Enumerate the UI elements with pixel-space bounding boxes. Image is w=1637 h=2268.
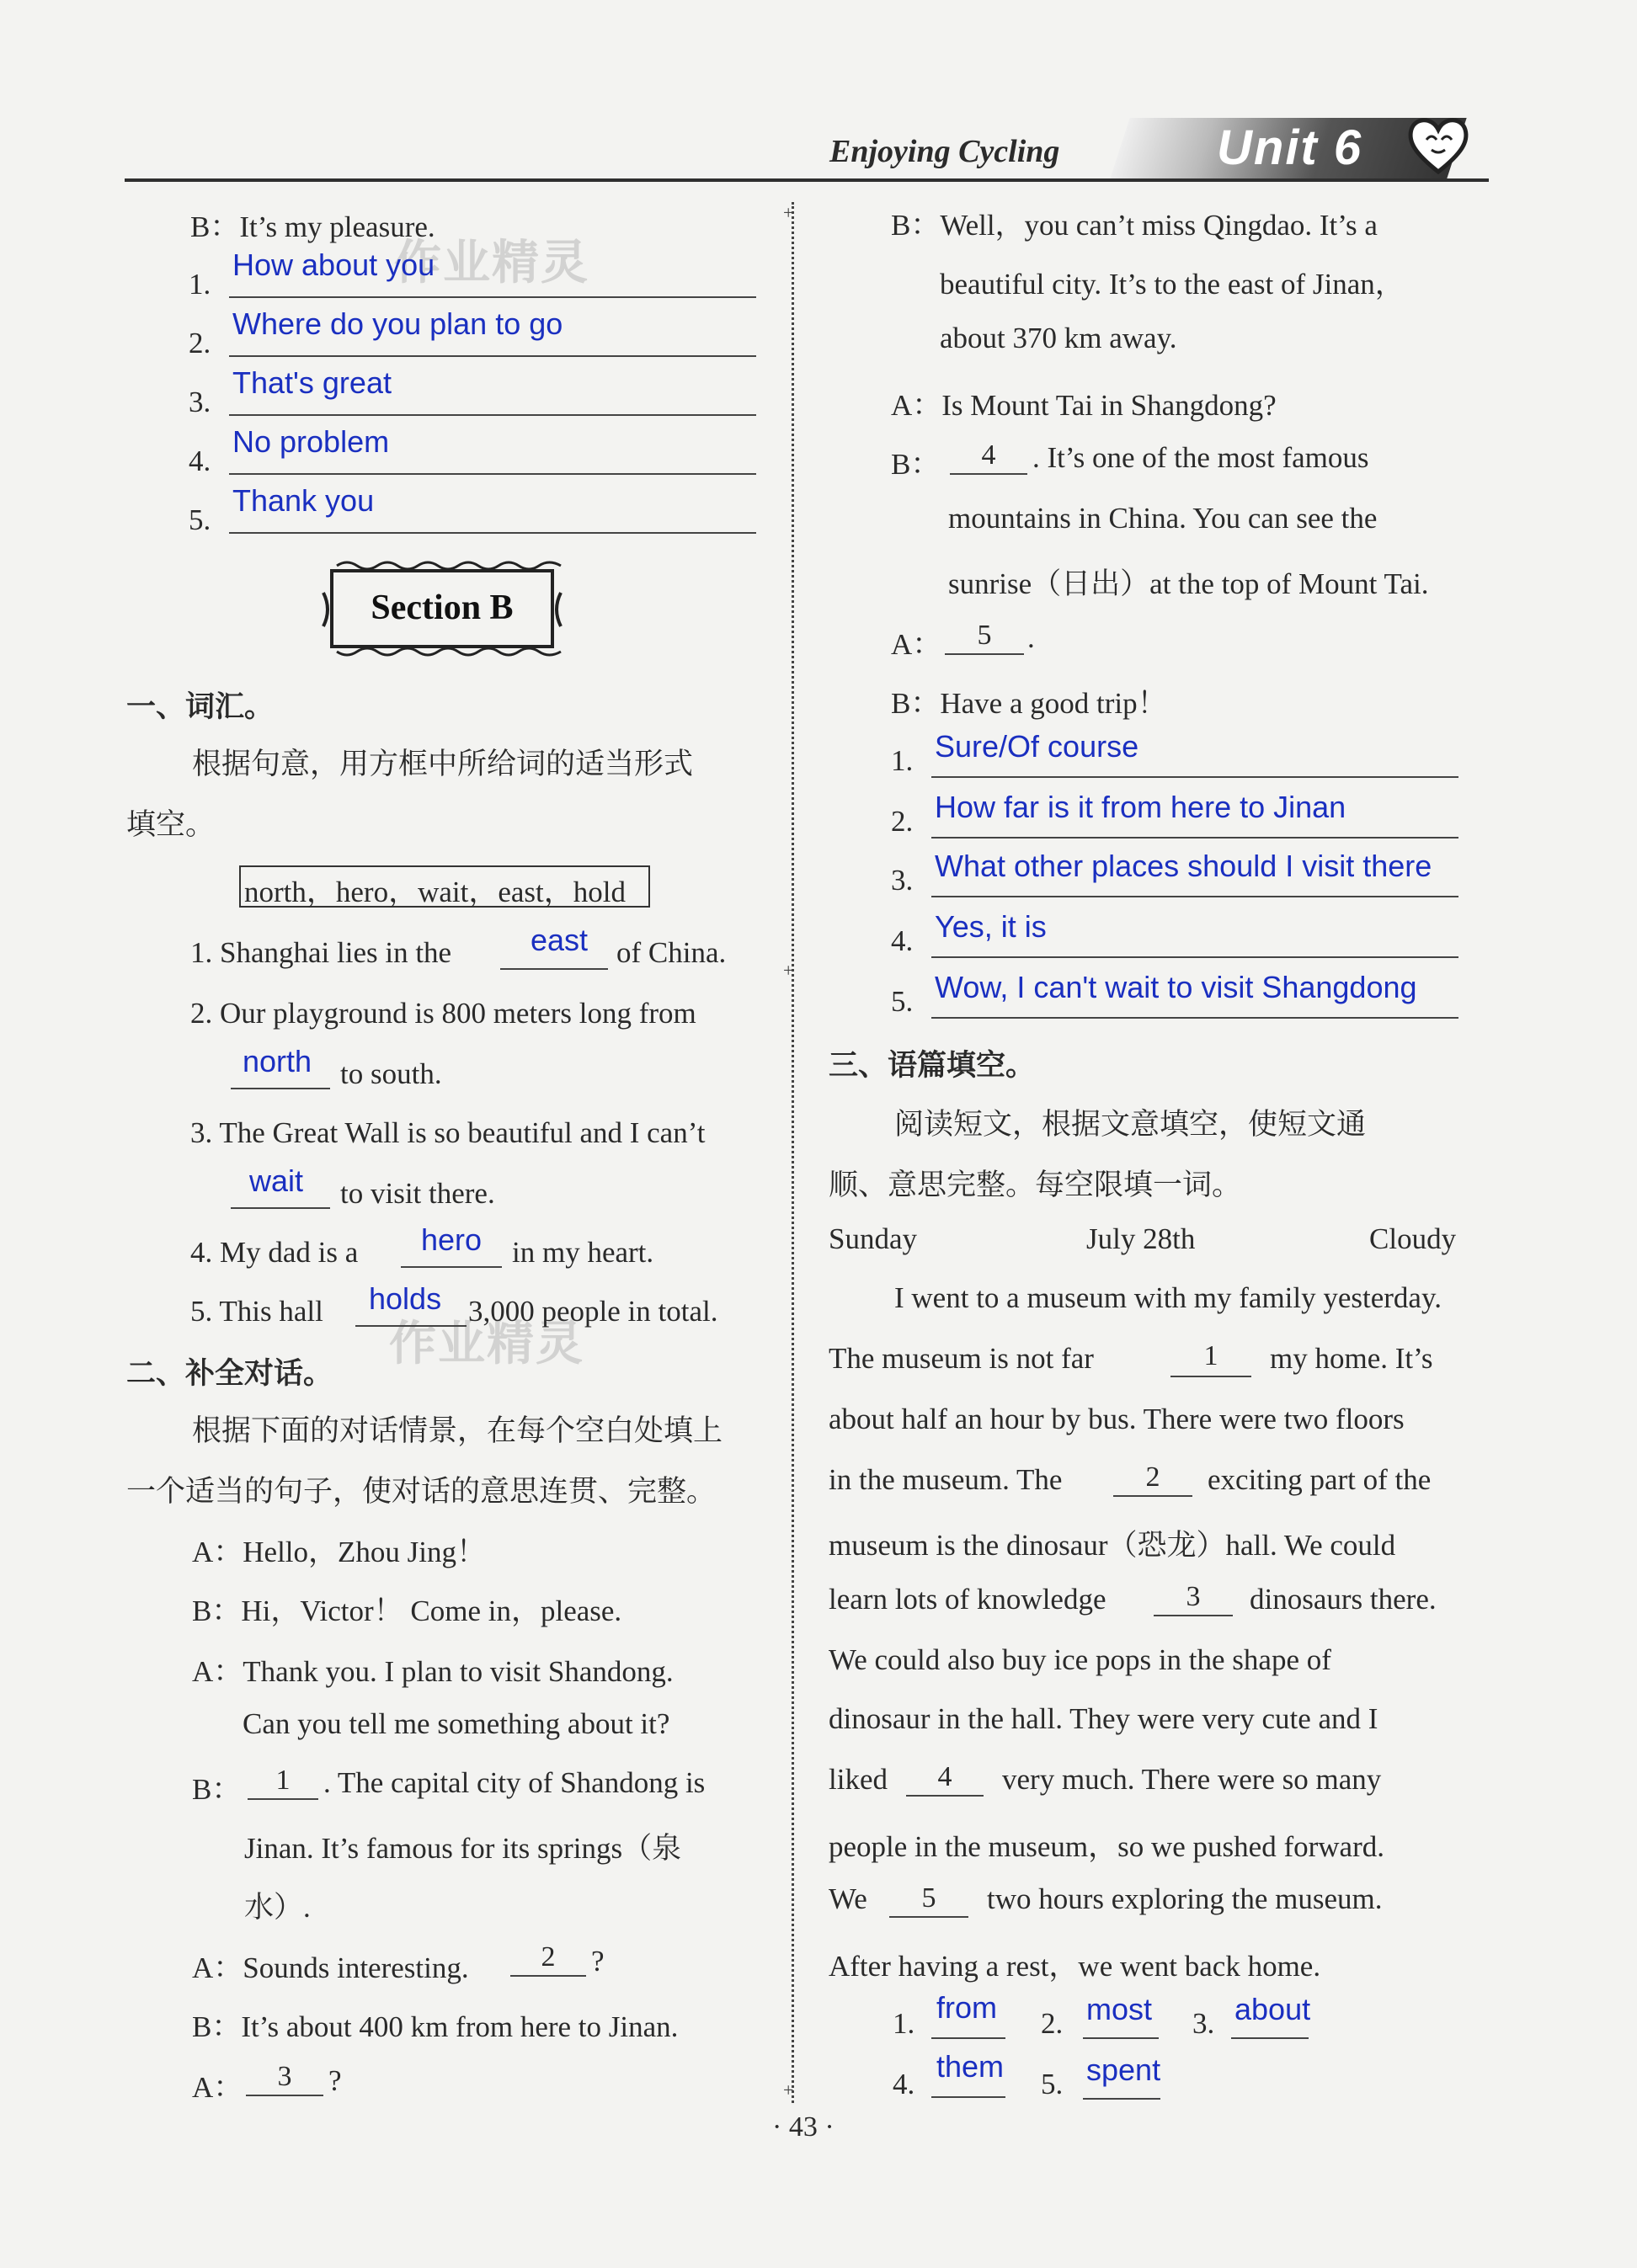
blank-number: 1 [1203, 1340, 1218, 1371]
blank-number: 5 [921, 1882, 936, 1914]
passage-line: about half an hour by bus. There were two floors [829, 1403, 1405, 1435]
watermark: 作业精灵 [389, 1317, 584, 1371]
answer-line [229, 532, 756, 534]
handwritten-answer: What other places should I visit there [935, 849, 1432, 883]
passage-line: two hours exploring the museum. [987, 1882, 1383, 1915]
blank-line [401, 1266, 502, 1268]
dialogue-line: mountains in China. You can see the [948, 502, 1378, 535]
dialogue-line: A：Hello，Zhou Jing！ [192, 1536, 487, 1568]
instruction-text: 根据句意，用方框中所给词的适当形式 [192, 748, 694, 781]
dialogue-line: Jinan. It’s famous for its springs（泉 [244, 1832, 682, 1865]
answer-line [931, 2037, 1005, 2039]
answer-number: 4. [891, 924, 914, 957]
dialogue-line: A：Thank you. I plan to visit Shandong. [192, 1655, 674, 1688]
blank-number: 4 [981, 439, 996, 471]
diary-day: Sunday [829, 1222, 917, 1255]
dialogue-line: . The capital city of Shandong is [323, 1766, 706, 1799]
exercise-text: 4. My dad is a [190, 1236, 359, 1269]
dialogue-line: Can you tell me something about it? [243, 1707, 670, 1740]
blank-line [906, 1795, 984, 1797]
answer-number: 1. [891, 744, 914, 777]
dialogue-line: B：It’s about 400 km from here to Jinan. [192, 2010, 679, 2043]
passage-line: dinosaurs there. [1250, 1583, 1437, 1616]
dialogue-line: . It’s one of the most famous [1032, 441, 1369, 474]
dialogue-line: B：Have a good trip！ [891, 687, 1167, 720]
answer-number: 3. [891, 864, 914, 897]
blank-line [355, 1325, 467, 1327]
passage-line: I went to a museum with my family yesterday. [894, 1281, 1442, 1314]
dialogue-line: A：Sounds interesting. [192, 1951, 469, 1984]
dialogue-line: B：It’s my pleasure. [190, 210, 435, 243]
exercise-text: 5. This hall [190, 1295, 323, 1328]
handwritten-answer: holds [369, 1281, 442, 1316]
passage-line: very much. There were so many [1002, 1763, 1382, 1796]
answer-line [229, 355, 756, 357]
passage-line: museum is the dinosaur（恐龙）hall. We could [829, 1529, 1396, 1562]
handwritten-answer: wait [249, 1163, 304, 1198]
passage-line: We could also buy ice pops in the shape of [829, 1643, 1331, 1676]
answer-number: 5. [1041, 2068, 1064, 2100]
handwritten-answer: about [1234, 1992, 1311, 2026]
dialogue-line: sunrise（日出）at the top of Mount Tai. [948, 567, 1429, 600]
dialogue-line: beautiful city. It’s to the east of Jinan， [940, 268, 1405, 301]
blank-number: 2 [1145, 1461, 1160, 1493]
dialogue-line: B：Hi，Victor！ Come in，please. [192, 1595, 622, 1627]
passage-line: liked [829, 1763, 888, 1796]
divider-mark: + [783, 960, 794, 981]
column-divider [792, 202, 794, 2103]
handwritten-answer: No problem [232, 424, 390, 459]
answer-line [1083, 2098, 1160, 2100]
passage-line: learn lots of knowledge [829, 1583, 1106, 1616]
handwritten-answer: spent [1086, 2052, 1161, 2087]
handwritten-answer: Wow, I can't wait to visit Shangdong [935, 970, 1417, 1004]
passage-line: my home. It’s [1270, 1342, 1433, 1375]
handwritten-answer: them [936, 2049, 1005, 2084]
answer-number: 2. [189, 327, 211, 359]
unit-subtitle: Enjoying Cycling [829, 134, 1060, 169]
answer-number: 1. [893, 2007, 915, 2040]
exercise-text: 1. Shanghai lies in the [190, 936, 452, 969]
heart-logo-icon [1406, 114, 1470, 175]
dialogue-speaker: B： [192, 1773, 242, 1806]
passage-line: The museum is not far [829, 1342, 1094, 1375]
answer-number: 4. [189, 445, 211, 477]
answer-line [931, 896, 1458, 897]
blank-number: 5 [977, 620, 992, 651]
instruction-text: 填空。 [126, 808, 216, 842]
instruction-text: 一个适当的句子，使对话的意思连贯、完整。 [126, 1475, 717, 1509]
answer-number: 5. [891, 985, 914, 1018]
answer-line [229, 473, 756, 475]
dialogue-speaker: A： [891, 628, 942, 661]
blank-line [231, 1207, 330, 1209]
handwritten-answer: from [936, 1990, 997, 2025]
answer-line [229, 414, 756, 416]
section-heading: 三、语篇填空。 [829, 1049, 1036, 1083]
passage-line: We [829, 1882, 867, 1915]
blank-line [510, 1975, 586, 1977]
watermark: 作业精灵 [394, 236, 589, 290]
diary-date: July 28th [1086, 1222, 1196, 1255]
instruction-text: 阅读短文，根据文意填空，使短文通 [894, 1108, 1367, 1142]
dialogue-line: ? [591, 1945, 605, 1978]
blank-number: 1 [275, 1765, 291, 1796]
dialogue-speaker: B： [891, 448, 941, 481]
passage-line: After having a rest，we went back home. [829, 1950, 1321, 1983]
instruction-text: 顺、意思完整。每空限填一词。 [829, 1169, 1242, 1202]
answer-number: 4. [893, 2068, 915, 2100]
handwritten-answer: That's great [232, 365, 392, 400]
dialogue-speaker: A： [192, 2071, 243, 2104]
answer-line [931, 837, 1458, 839]
handwritten-answer: How about you [232, 248, 435, 282]
answer-number: 1. [189, 268, 211, 301]
exercise-text: to south. [340, 1057, 442, 1090]
blank-line [246, 2095, 323, 2096]
section-title: Section B [371, 588, 514, 627]
handwritten-answer: hero [421, 1222, 483, 1257]
blank-line [1154, 1615, 1233, 1616]
exercise-text: 2. Our playground is 800 meters long from [190, 997, 696, 1030]
section-b-badge [320, 559, 564, 658]
section-heading: 一、词汇。 [126, 690, 275, 724]
exercise-text: to visit there. [340, 1177, 495, 1210]
dialogue-line: A：Is Mount Tai in Shangdong? [891, 389, 1277, 422]
handwritten-answer: Sure/Of course [935, 729, 1139, 764]
page-number: · 43 · [772, 2111, 834, 2143]
answer-line [229, 296, 756, 298]
unit-title: Unit 6 [1217, 120, 1363, 175]
answer-line [1231, 2037, 1309, 2039]
divider-mark: + [783, 202, 794, 223]
handwritten-answer: north [243, 1044, 312, 1078]
blank-line [1113, 1495, 1192, 1497]
passage-line: dinosaur in the hall. They were very cute and I [829, 1702, 1378, 1735]
dialogue-line: 水）. [244, 1891, 311, 1924]
exercise-text: of China. [616, 936, 727, 969]
exercise-text: 3,000 people in total. [468, 1295, 718, 1328]
blank-line [950, 473, 1027, 475]
blank-number: 3 [277, 2061, 292, 2092]
answer-line [931, 2096, 1005, 2098]
answer-number: 2. [891, 805, 914, 838]
blank-line [1170, 1376, 1251, 1377]
answer-number: 2. [1041, 2007, 1064, 2040]
dialogue-line: . [1027, 621, 1035, 654]
divider-mark: + [783, 2079, 794, 2100]
handwritten-answer: most [1086, 1992, 1153, 2026]
diary-weather: Cloudy [1369, 1222, 1457, 1255]
passage-line: exciting part of the [1208, 1463, 1432, 1496]
answer-number: 5. [189, 503, 211, 536]
handwritten-answer: east [531, 923, 589, 957]
answer-number: 3. [1192, 2007, 1215, 2040]
handwritten-answer: How far is it from here to Jinan [935, 790, 1346, 824]
exercise-text: 3. The Great Wall is so beautiful and I can’t [190, 1116, 706, 1149]
dialogue-line: ? [328, 2064, 342, 2097]
answer-line [1083, 2037, 1159, 2039]
blank-line [889, 1916, 968, 1918]
dialogue-line: B：Well，you can’t miss Qingdao. It’s a [891, 209, 1378, 242]
passage-line: people in the museum，so we pushed forward. [829, 1830, 1384, 1863]
handwritten-answer: Thank you [232, 483, 375, 518]
dialogue-line: about 370 km away. [940, 322, 1177, 354]
blank-number: 3 [1186, 1581, 1201, 1612]
blank-line [500, 968, 608, 970]
exercise-text: in my heart. [512, 1236, 654, 1269]
instruction-text: 根据下面的对话情景，在每个空白处填上 [192, 1414, 723, 1448]
passage-line: in the museum. The [829, 1463, 1063, 1496]
section-heading: 二、补全对话。 [126, 1357, 333, 1391]
blank-number: 2 [541, 1941, 556, 1973]
answer-line [931, 776, 1458, 778]
answer-line [931, 1017, 1458, 1019]
blank-number: 4 [937, 1761, 952, 1792]
answer-line [931, 956, 1458, 958]
header-rule [125, 178, 1489, 182]
handwritten-answer: Yes, it is [935, 909, 1047, 944]
word-box-text: north，hero，wait，east，hold [244, 876, 626, 908]
blank-line [231, 1088, 330, 1089]
answer-number: 3. [189, 386, 211, 418]
blank-line [248, 1798, 318, 1800]
handwritten-answer: Where do you plan to go [232, 306, 563, 341]
blank-line [945, 653, 1024, 655]
